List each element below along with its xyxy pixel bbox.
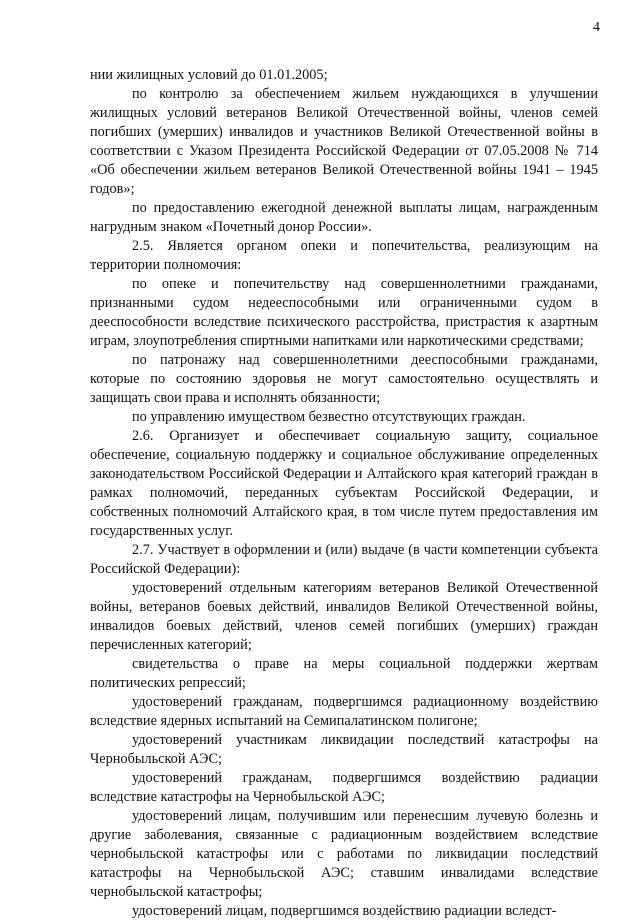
paragraph-guardianship: по опеке и попечительству над совершеннолетними гражданами, признанными судом недееспособными или ограниченными судом в дееспособности вследствие психического расстройства, пристрастия к азартным играм, злоупотребления спиртными напитками или наркотическими средствами; [90, 276, 598, 349]
paragraph-patronage: по патронажу над совершеннолетними дееспособными гражданами, которые по состоянию здоровья не могут самостоятельно осуществлять и защищать свои права и исполнять обязанности; [90, 352, 598, 406]
paragraph-donor-payment: по предоставлению ежегодной денежной выплаты лицам, награжденным нагрудным знаком «Почетный донор России». [90, 200, 598, 235]
paragraph-radiation-sickness: удостоверений лицам, получившим или перенесшим лучевую болезнь и другие заболевания, связанные с радиационным воздействием вследствие чернобыльской катастрофы или с работами по ликвидации последствий катастрофы на Чернобыльской АЭС; ставшим инвалидами вследствие чернобыльской катастрофы; [90, 808, 598, 900]
paragraph-veteran-certificates: удостоверений отдельным категориям ветеранов Великой Отечественной войны, ветеранов боевых действий, инвалидов Великой Отечественной войны, инвалидов боевых действий, членов семей погибших (умерших) граждан перечисленных категорий; [90, 580, 598, 653]
paragraph-repression-certificate: свидетельства о праве на меры социальной поддержки жертвам политических репрессий; [90, 656, 598, 691]
paragraph-section-2-5: 2.5. Является органом опеки и попечительства, реализующим на территории полномочия: [90, 238, 598, 273]
paragraph-radiation-exposure: удостоверений лицам, подвергшимся воздействию радиации вследст- [132, 903, 557, 919]
paragraph-housing-conditions-end: нии жилищных условий до 01.01.2005; [90, 67, 328, 83]
paragraph-chernobyl-radiation: удостоверений гражданам, подвергшимся воздействию радиации вследствие катастрофы на Чернобыльской АЭС; [90, 770, 598, 805]
paragraph-semipalatinsk-certificates: удостоверений гражданам, подвергшимся радиационному воздействию вследствие ядерных испытаний на Семипалатинском полигоне; [90, 694, 598, 729]
paragraph-section-2-7: 2.7. Участвует в оформлении и (или) выдаче (в части компетенции субъекта Российской Федерации): [90, 542, 598, 577]
paragraph-housing-control-veterans: по контролю за обеспечением жильем нуждающихся в улучшении жилищных условий ветеранов Великой Отечественной войны, членов семей погибших (умерших) инвалидов и участников Великой Отечественной войны в соответствии с Указом Президента Российской Федерации от 07.05.2008 № 714 «Об обеспечении жильем ветеранов Великой Отечественной войны 1941 – 1945 годов»; [90, 86, 598, 197]
document-body [90, 66, 598, 921]
paragraph-section-2-6: 2.6. Организует и обеспечивает социальную защиту, социальное обеспечение, социальную поддержку и социальное обслуживание определенных законодательством Российской Федерации и Алтайского края категорий граждан в рамках полномочий, переданных субъектам Российской Федерации, и собственных полномочий Алтайского края, в том числе путем предоставления им государственных услуг. [90, 428, 598, 539]
paragraph-property-management: по управлению имуществом безвестно отсутствующих граждан. [132, 409, 526, 425]
paragraph-chernobyl-liquidators: удостоверений участникам ликвидации последствий катастрофы на Чернобыльской АЭС; [90, 732, 598, 767]
page-number: 4 [593, 20, 600, 35]
